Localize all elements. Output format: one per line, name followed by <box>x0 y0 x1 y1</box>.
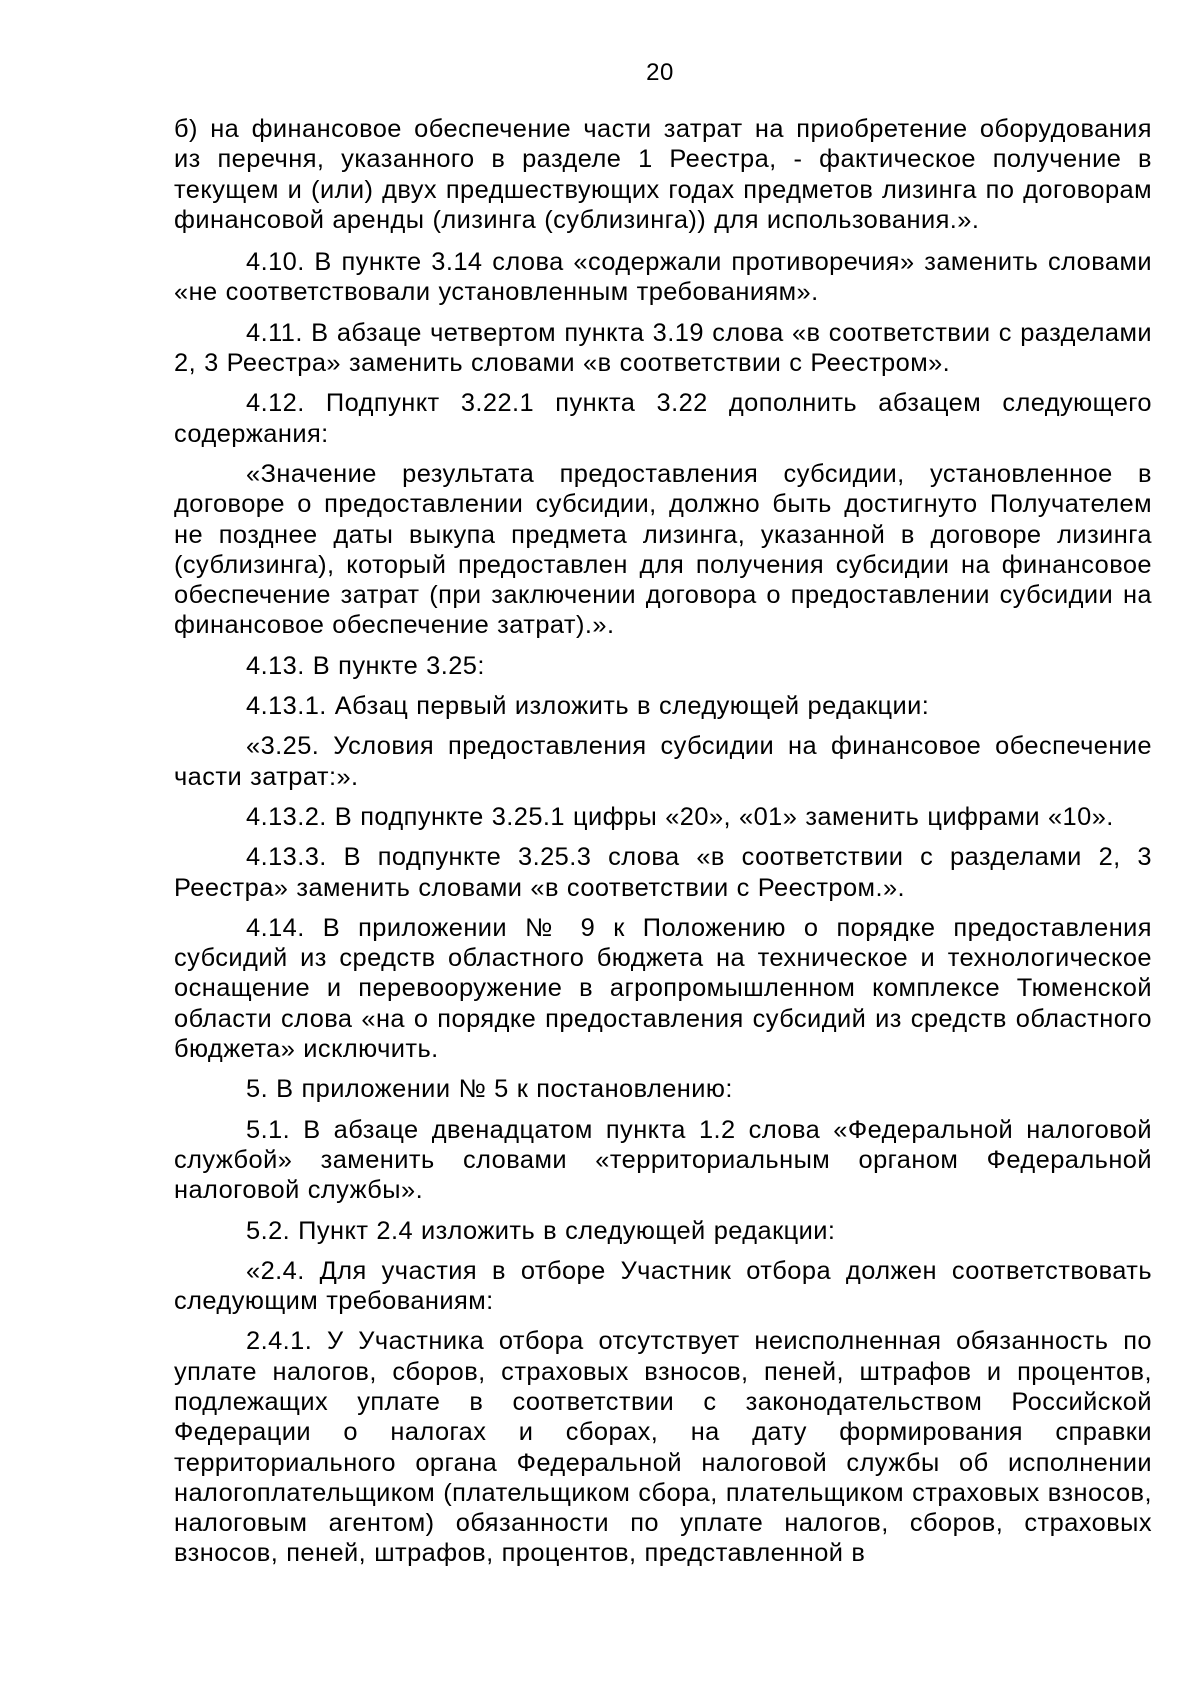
paragraph-4-10: 4.10. В пункте 3.14 слова «содержали противоречия» заменить словами «не соответствовали установленным требованиям». <box>174 248 1152 307</box>
paragraph-2-4-1: 2.4.1. У Участника отбора отсутствует неисполненная обязанность по уплате налогов, сборов, страховых взносов, пеней, штрафов и процентов, подлежащих уплате в соответствии с законодательством Российской Федерации о налогах и сборах, на дату формирования справки территориального органа Федеральной налоговой службы об исполнении налогоплательщиком (плательщиком сбора, плательщиком страховых взносов, налоговым агентом) обязанности по уплате налогов, сборов, страховых взносов, пеней, штрафов, процентов, представленной в <box>174 1327 1152 1568</box>
paragraph-5-1: 5.1. В абзаце двенадцатом пункта 1.2 слова «Федеральной налоговой службой» заменить словами «территориальным органом Федеральной налоговой службы». <box>174 1115 1152 1205</box>
paragraph-4-14: 4.14. В приложении № 9 к Положению о порядке предоставления субсидий из средств областного бюджета на техническое и технологическое оснащение и перевооружение в агропромышленном комплексе Тюменской области слова «на о порядке предоставления субсидий из средств областного бюджета» исключить. <box>174 913 1152 1064</box>
paragraph-4-13-3: 4.13.3. В подпункте 3.25.3 слова «в соответствии с разделами 2, 3 Реестра» заменить словами «в соответствии с Реестром.». <box>174 843 1152 902</box>
paragraph-2-4-quote: «2.4. Для участия в отборе Участник отбора должен соответствовать следующим требованиям: <box>174 1256 1152 1316</box>
paragraph-5-2: 5.2. Пункт 2.4 изложить в следующей редакции: <box>246 1216 836 1245</box>
paragraph-4-13: 4.13. В пункте 3.25: <box>246 651 485 680</box>
paragraph-4-12: 4.12. Подпункт 3.22.1 пункта 3.22 дополнить абзацем следующего содержания: <box>174 389 1152 448</box>
paragraph-4-11: 4.11. В абзаце четвертом пункта 3.19 слова «в соответствии с разделами 2, 3 Реестра» заменить словами «в соответствии с Реестром». <box>174 318 1152 378</box>
paragraph-4-13-1: 4.13.1. Абзац первый изложить в следующей редакции: <box>246 692 930 721</box>
paragraph-4-12-quote: «Значение результата предоставления субсидии, установленное в договоре о предоставлении субсидии, должно быть достигнуто Получателем не позднее даты выкупа предмета лизинга, указанной в договоре лизинга (сублизинга), который предоставлен для получения субсидии на финансовое обеспечение затрат (при заключении договора о предоставлении субсидии на финансовое обеспечение затрат).». <box>174 459 1152 640</box>
page-number: 20 <box>646 59 674 86</box>
paragraph-continuation-b: б) на финансовое обеспечение части затрат на приобретение оборудования из перечня, указанного в разделе 1 Реестра, - фактическое получение в текущем и (или) двух предшествующих годах предметов лизинга по договорам финансовой аренды (лизинга (сублизинга)) для использования.». <box>174 115 1152 234</box>
paragraph-3-25-quote: «3.25. Условия предоставления субсидии на финансовое обеспечение части затрат:». <box>174 732 1152 791</box>
paragraph-5: 5. В приложении № 5 к постановлению: <box>246 1075 733 1104</box>
document-body <box>174 114 1152 1569</box>
paragraph-4-13-2: 4.13.2. В подпункте 3.25.1 цифры «20», «01» заменить цифрами «10». <box>246 802 1114 831</box>
